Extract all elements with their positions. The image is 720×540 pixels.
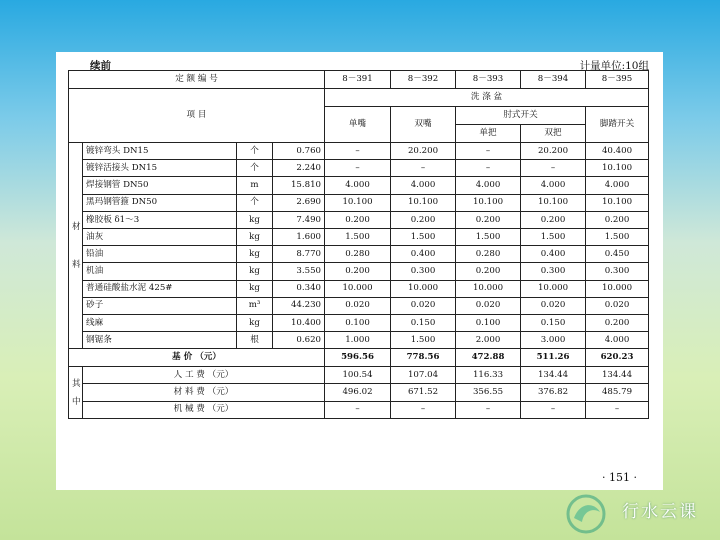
material-unit-price: 44.230	[273, 297, 325, 314]
material-unit-price: 3.550	[273, 263, 325, 280]
fee-row	[69, 367, 649, 384]
fee-value: –	[586, 401, 649, 418]
material-name: 机油	[83, 263, 237, 280]
base-price-value: 620.23	[586, 349, 649, 367]
material-value: 0.020	[456, 297, 521, 314]
table-row	[69, 297, 649, 314]
material-name: 铅油	[83, 246, 237, 263]
material-value: 10.100	[586, 194, 649, 211]
quota-number-label: 定 额 编 号	[69, 71, 325, 89]
material-unit: kg	[237, 211, 273, 228]
col-header: 单嘴	[325, 107, 391, 143]
material-value: 1.500	[391, 332, 456, 349]
col-header: 双嘴	[391, 107, 456, 143]
table-body	[69, 71, 649, 419]
base-price-label: 基 价 （元）	[69, 349, 325, 367]
material-unit-price: 0.340	[273, 280, 325, 297]
material-value: –	[456, 160, 521, 177]
material-unit: kg	[237, 246, 273, 263]
code-cell: 8－394	[521, 71, 586, 89]
side-char: 材	[72, 221, 81, 232]
material-value: 0.100	[456, 314, 521, 331]
material-unit: kg	[237, 314, 273, 331]
material-name: 普通硅酸盐水泥 425#	[83, 280, 237, 297]
material-value: 0.200	[586, 211, 649, 228]
material-name: 橡胶板 δ1～3	[83, 211, 237, 228]
material-value: 0.200	[456, 263, 521, 280]
material-value: 4.000	[586, 332, 649, 349]
material-unit-price: 8.770	[273, 246, 325, 263]
fee-value: 134.44	[586, 367, 649, 384]
material-unit-price: 2.690	[273, 194, 325, 211]
base-price-row	[69, 349, 649, 367]
material-value: 0.400	[391, 246, 456, 263]
page-number: · 151 ·	[602, 471, 637, 484]
material-value: 10.000	[586, 280, 649, 297]
logo-ring-icon	[568, 496, 604, 532]
table-row	[69, 263, 649, 280]
material-value: 10.100	[456, 194, 521, 211]
material-value: 0.200	[456, 211, 521, 228]
fee-label: 机 械 费 （元）	[83, 401, 325, 418]
base-price-value: 778.56	[391, 349, 456, 367]
material-value: 10.000	[391, 280, 456, 297]
table-row	[69, 332, 649, 349]
material-value: 1.500	[391, 228, 456, 245]
material-unit: 根	[237, 332, 273, 349]
fee-value: –	[521, 401, 586, 418]
fee-value: 116.33	[456, 367, 521, 384]
of-which-side-label	[69, 367, 83, 419]
material-name: 油灰	[83, 228, 237, 245]
material-unit: 个	[237, 194, 273, 211]
material-value: 0.020	[325, 297, 391, 314]
material-name: 砂子	[83, 297, 237, 314]
table-row	[69, 246, 649, 263]
fee-label: 材 料 费 （元）	[83, 384, 325, 401]
table-row	[69, 143, 649, 160]
table-row	[69, 160, 649, 177]
material-value: 40.400	[586, 143, 649, 160]
material-value: 0.400	[521, 246, 586, 263]
material-value: 0.300	[391, 263, 456, 280]
material-unit-price: 15.810	[273, 177, 325, 194]
material-value: –	[521, 160, 586, 177]
material-value: 10.100	[586, 160, 649, 177]
fee-value: 485.79	[586, 384, 649, 401]
col-header: 脚踏开关	[586, 107, 649, 143]
material-value: 0.280	[456, 246, 521, 263]
materials-side-label	[69, 143, 83, 349]
fee-value: –	[456, 401, 521, 418]
material-value: 0.200	[325, 211, 391, 228]
fee-value: 100.54	[325, 367, 391, 384]
material-value: 0.200	[586, 314, 649, 331]
material-value: 0.300	[521, 263, 586, 280]
material-value: 0.020	[521, 297, 586, 314]
material-value: 0.280	[325, 246, 391, 263]
material-unit-price: 0.760	[273, 143, 325, 160]
brand-logo-text: 行水云课	[622, 502, 698, 522]
material-name: 钢锯条	[83, 332, 237, 349]
material-value: 0.450	[586, 246, 649, 263]
table-row	[69, 194, 649, 211]
material-value: 10.100	[325, 194, 391, 211]
material-value: –	[391, 160, 456, 177]
table-row	[69, 211, 649, 228]
material-value: 20.200	[391, 143, 456, 160]
material-unit: 个	[237, 143, 273, 160]
material-value: 0.300	[586, 263, 649, 280]
material-unit-price: 0.620	[273, 332, 325, 349]
subgroup-header: 肘式开关	[456, 107, 586, 125]
table-row	[69, 280, 649, 297]
group-header: 洗 涤 盆	[325, 89, 649, 107]
base-price-value: 511.26	[521, 349, 586, 367]
code-cell: 8－395	[586, 71, 649, 89]
material-unit-price: 2.240	[273, 160, 325, 177]
material-name: 镀锌活接头 DN15	[83, 160, 237, 177]
material-unit: m	[237, 177, 273, 194]
material-value: 20.200	[521, 143, 586, 160]
material-name: 焊接钢管 DN50	[83, 177, 237, 194]
material-value: 10.000	[456, 280, 521, 297]
material-value: 0.020	[391, 297, 456, 314]
document-page	[56, 52, 663, 490]
material-unit-price: 1.600	[273, 228, 325, 245]
item-header: 项 目	[69, 89, 325, 143]
material-unit: kg	[237, 280, 273, 297]
material-value: 1.500	[456, 228, 521, 245]
side-char: 料	[72, 259, 81, 270]
material-value: 4.000	[391, 177, 456, 194]
material-value: 0.150	[521, 314, 586, 331]
material-unit-price: 10.400	[273, 314, 325, 331]
material-value: 0.100	[325, 314, 391, 331]
material-value: 4.000	[325, 177, 391, 194]
side-char: 中	[72, 396, 81, 407]
col-header: 双把	[521, 125, 586, 143]
material-value: –	[325, 160, 391, 177]
table-row	[69, 314, 649, 331]
material-value: 1.500	[586, 228, 649, 245]
material-value: 0.200	[521, 211, 586, 228]
table-row	[69, 228, 649, 245]
base-price-value: 596.56	[325, 349, 391, 367]
fee-value: –	[325, 401, 391, 418]
table-row	[69, 177, 649, 194]
fee-value: 356.55	[456, 384, 521, 401]
code-cell: 8－393	[456, 71, 521, 89]
material-unit: kg	[237, 228, 273, 245]
fee-value: –	[391, 401, 456, 418]
logo-leaf-icon	[574, 505, 600, 522]
fee-value: 376.82	[521, 384, 586, 401]
material-value: 1.500	[521, 228, 586, 245]
material-value: 10.100	[391, 194, 456, 211]
material-name: 镀锌弯头 DN15	[83, 143, 237, 160]
material-value: 4.000	[586, 177, 649, 194]
fee-row	[69, 401, 649, 418]
material-value: –	[325, 143, 391, 160]
continued-caption: 续前	[90, 60, 111, 72]
material-value: 0.200	[325, 263, 391, 280]
material-unit: m³	[237, 297, 273, 314]
material-value: 10.000	[325, 280, 391, 297]
material-unit-price: 7.490	[273, 211, 325, 228]
code-cell: 8－392	[391, 71, 456, 89]
material-unit: kg	[237, 263, 273, 280]
fee-label: 人 工 费 （元）	[83, 367, 325, 384]
fee-value: 134.44	[521, 367, 586, 384]
material-value: 0.020	[586, 297, 649, 314]
fee-value: 496.02	[325, 384, 391, 401]
quota-table	[68, 70, 649, 419]
material-value: 4.000	[456, 177, 521, 194]
unit-caption: 计量单位:10组	[579, 60, 649, 72]
material-value: 0.200	[391, 211, 456, 228]
material-value: 10.100	[521, 194, 586, 211]
material-value: 3.000	[521, 332, 586, 349]
fee-value: 107.04	[391, 367, 456, 384]
material-value: –	[456, 143, 521, 160]
material-value: 2.000	[456, 332, 521, 349]
material-value: 10.000	[521, 280, 586, 297]
material-value: 1.500	[325, 228, 391, 245]
material-value: 1.000	[325, 332, 391, 349]
code-cell: 8－391	[325, 71, 391, 89]
fee-value: 671.52	[391, 384, 456, 401]
col-header: 单把	[456, 125, 521, 143]
base-price-value: 472.88	[456, 349, 521, 367]
material-name: 黑玛钢管箍 DN50	[83, 194, 237, 211]
material-unit: 个	[237, 160, 273, 177]
fee-row	[69, 384, 649, 401]
material-name: 线麻	[83, 314, 237, 331]
side-char: 其	[72, 378, 81, 389]
material-value: 0.150	[391, 314, 456, 331]
material-value: 4.000	[521, 177, 586, 194]
